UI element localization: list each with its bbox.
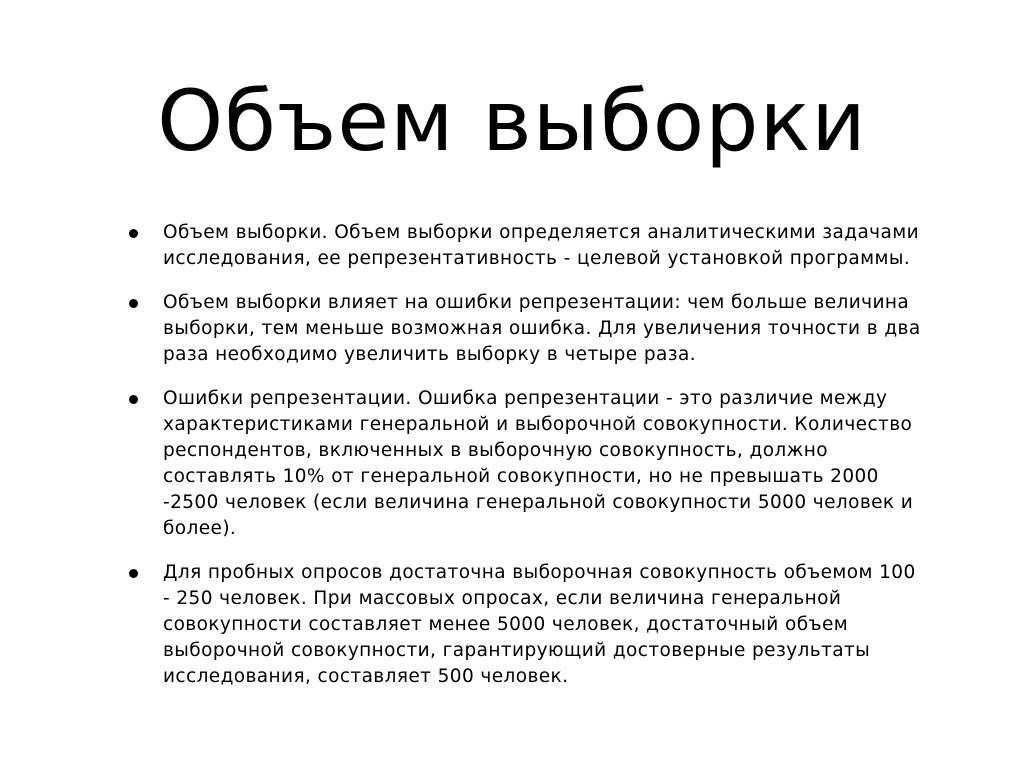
bullet-item: [124, 220, 924, 272]
bullet-dot-icon: [129, 395, 138, 404]
bullet-text: Объем выборки. Объем выборки определяется аналитическими задачами исследования, ее репрезентативность - целевой установкой программы.: [163, 222, 920, 269]
slide-title: Объем выборки: [157, 72, 867, 170]
bullet-text: Ошибки репрезентации. Ошибка репрезентации - это различие между характеристиками генеральной и выборочной совокупности. Количество респондентов, включенных в выборочную совокупность, должно составлять 10% от генеральной совокупности, но не превышать 2000 -2500 человек (если величина генеральной совокупности 5000 человек и более).: [163, 388, 914, 539]
bullet-item: [124, 386, 924, 542]
bullet-text: Объем выборки влияет на ошибки репрезентации: чем больше величина выборки, тем меньше возможная ошибка. Для увеличения точности в два раза необходимо увеличить выборку в четыре раза.: [163, 292, 921, 365]
bullet-dot-icon: [129, 569, 138, 578]
bullet-item: [124, 560, 924, 690]
bullet-text: Для пробных опросов достаточна выборочная совокупность объемом 100 - 250 человек. При массовых опросах, если величина генеральной совокупности составляет менее 5000 человек, достаточный объем выборочной совокупности, гарантирующий достоверные результаты исследования, составляет 500 человек.: [163, 562, 916, 687]
bullet-list: [124, 220, 924, 708]
bullet-item: [124, 290, 924, 368]
bullet-dot-icon: [129, 229, 138, 238]
bullet-dot-icon: [129, 299, 138, 308]
